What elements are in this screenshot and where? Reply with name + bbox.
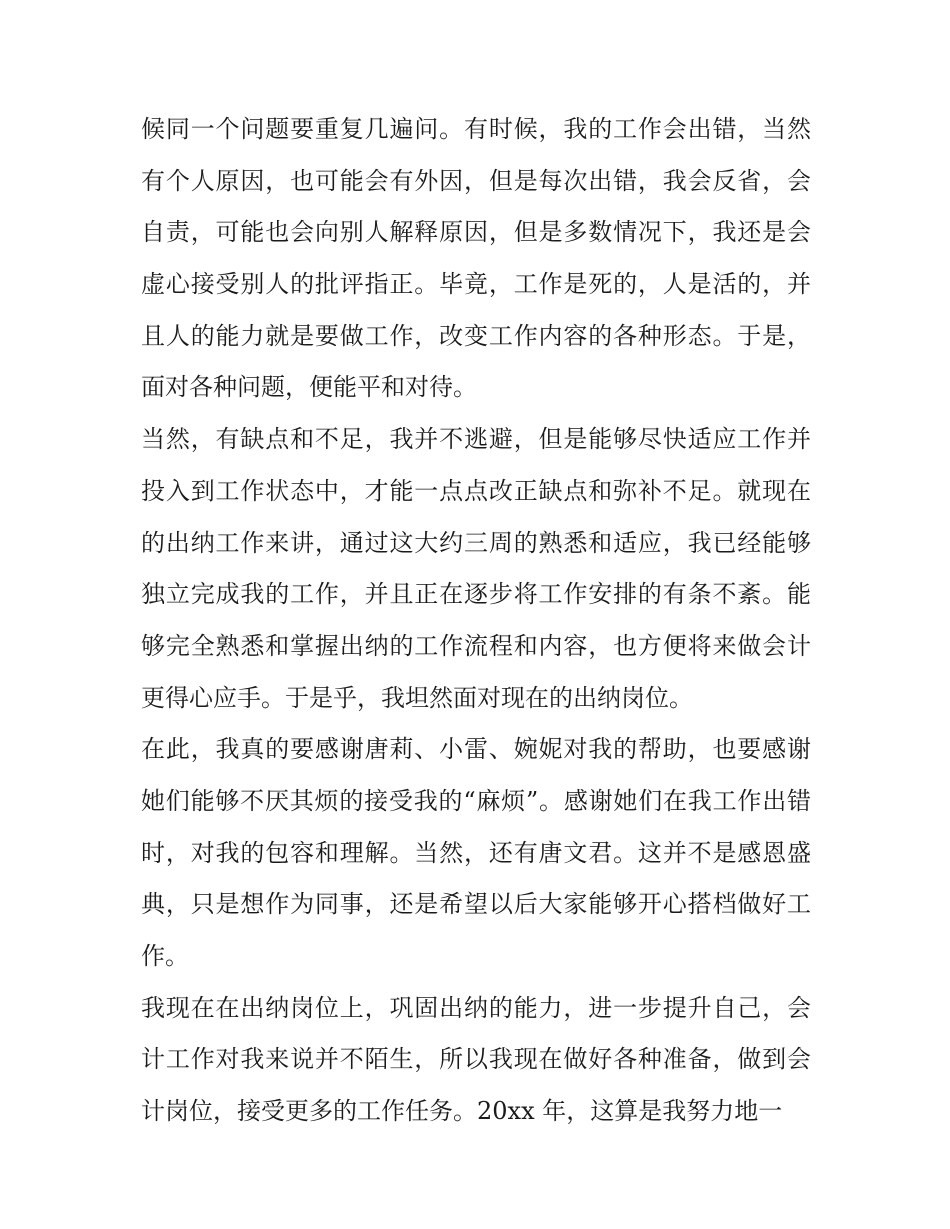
text-line: 投入到工作状态中，才能一点点改正缺点和弥补不足。就现在: [141, 476, 811, 505]
text-line: 更得心应手。于是乎，我坦然面对现在的出纳岗位。: [141, 683, 693, 712]
text-line: 计岗位，接受更多的工作任务。20xx 年，这算是我努力地一: [141, 1097, 783, 1126]
text-line: 典，只是想作为同事，还是希望以后大家能够开心搭档做好工: [141, 890, 811, 919]
text-line: 够完全熟悉和掌握出纳的工作流程和内容，也方便将来做会计: [141, 631, 811, 660]
text-line: 候同一个问题要重复几遍问。有时候，我的工作会出错，当然: [141, 115, 811, 143]
text-line: 自责，可能也会向别人解释原因，但是多数情况下，我还是会: [141, 218, 811, 247]
paragraph: [141, 724, 811, 982]
text-line: 计工作对我来说并不陌生，所以我现在做好各种准备，做到会: [141, 1045, 811, 1074]
text-line: 独立完成我的工作，并且正在逐步将工作安排的有条不紊。能: [141, 580, 811, 609]
text-line: 面对各种问题，便能平和对待。: [141, 373, 477, 402]
paragraph: [141, 414, 811, 724]
text-line: 时，对我的包容和理解。当然，还有唐文君。这并不是感恩盛: [141, 838, 811, 867]
text-line: 有个人原因，也可能会有外因，但是每次出错，我会反省，会: [141, 166, 811, 195]
text-line: 她们能够不厌其烦的接受我的“麻烦”。感谢她们在我工作出错: [141, 786, 811, 815]
text-line: 我现在在出纳岗位上，巩固出纳的能力，进一步提升自己，会: [141, 993, 811, 1022]
paragraph: [141, 983, 811, 1138]
text-line: 且人的能力就是要做工作，改变工作内容的各种形态。于是，: [141, 321, 811, 350]
text-line: 虚心接受别人的批评指正。毕竟，工作是死的，人是活的，并: [141, 270, 811, 299]
text-line: 作。: [141, 942, 189, 970]
text-line: 在此，我真的要感谢唐莉、小雷、婉妮对我的帮助，也要感谢: [141, 735, 811, 764]
paragraph: [141, 104, 811, 414]
document-body: [141, 104, 811, 1138]
text-line: 的出纳工作来讲，通过这大约三周的熟悉和适应，我已经能够: [141, 528, 811, 557]
text-line: 当然，有缺点和不足，我并不逃避，但是能够尽快适应工作并: [141, 425, 811, 454]
